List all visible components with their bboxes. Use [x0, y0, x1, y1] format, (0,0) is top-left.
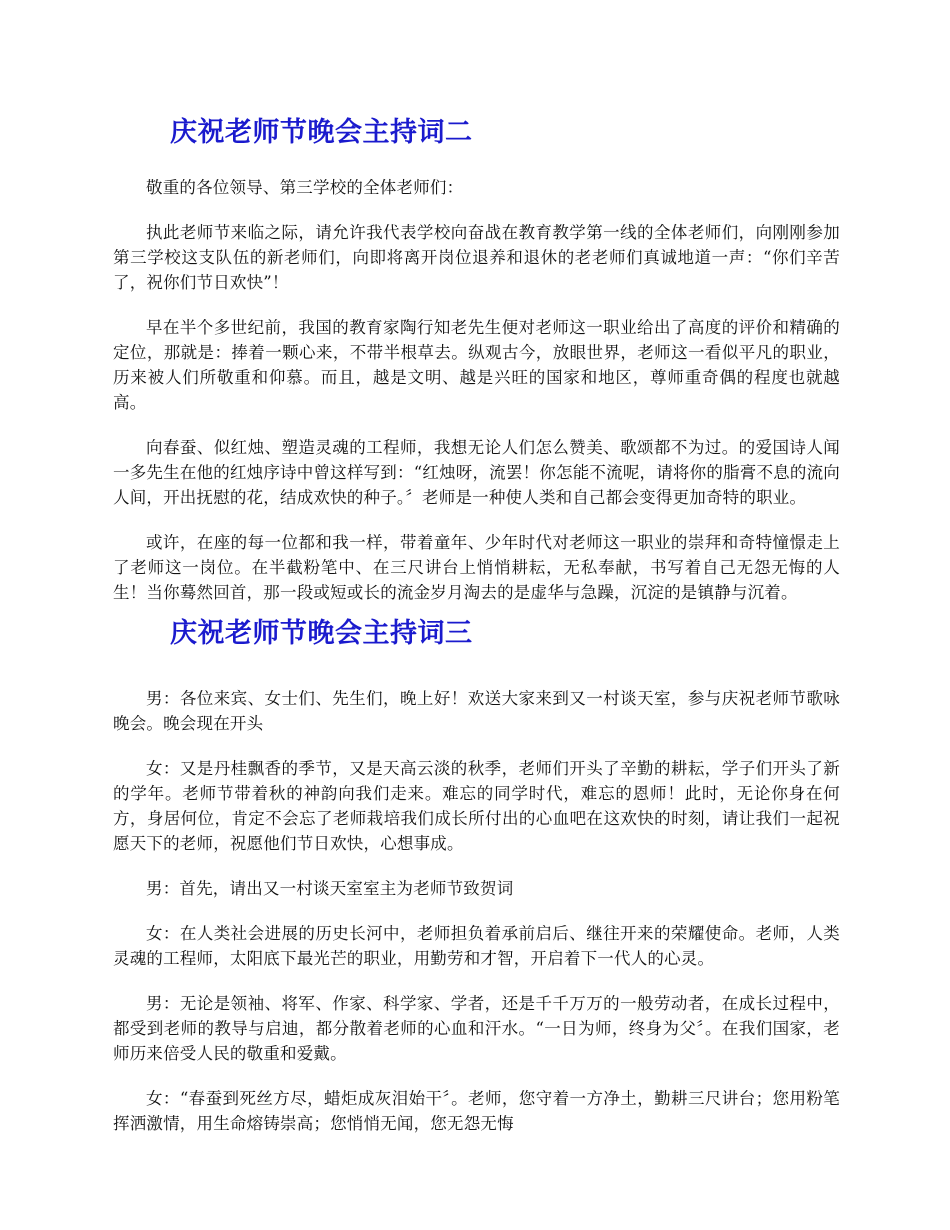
section-three-paragraph: 男：无论是领袖、将军、作家、科学家、学者，还是千千万万的一般劳动者，在成长过程中，都受到老师的教导与启迪，都分散着老师的心血和汗水。“一日为师，终身为父〞。在我们国家，老师历来倍受人民的敬重和爱戴。 — [113, 994, 840, 1063]
section-three-paragraph: 女：在人类社会进展的历史长河中，老师担负着承前启后、继往开来的荣耀使命。老师，人类灵魂的工程师，太阳底下最光芒的职业，用勤劳和才智，开启着下一代人的心灵。 — [113, 924, 840, 968]
section-two — [113, 116, 840, 625]
section-three-paragraph: 女：又是丹桂飘香的季节，又是天高云淡的秋季，老师们开头了辛勤的耕耘，学子们开头了新的学年。老师节带着秋的神韵向我们走来。难忘的同学时代，难忘的恩师！此时，无论你身在何方，身居何位，肯定不会忘了老师栽培我们成长所付出的心血吧在这欢快的时刻，请让我们一起祝愿天下的老师，祝愿他们节日欢快，心想事成。 — [113, 759, 840, 853]
section-three-paragraph: 男：各位来宾、女士们、先生们，晚上好！欢送大家来到又一村谈天室，参与庆祝老师节歌咏晚会。晚会现在开头 — [113, 689, 840, 733]
section-three-paragraph: 男：首先，请出又一村谈天室室主为老师节致贺词 — [146, 879, 514, 898]
section-two-paragraph: 早在半个多世纪前，我国的教育家陶行知老先生便对老师这一职业给出了高度的评价和精确的定位，那就是：捧着一颗心来，不带半根草去。纵观古今，放眼世界，老师这一看似平凡的职业，历来被人们所敬重和仰慕。而且，越是文明、越是兴旺的国家和地区，尊师重奇偶的程度也就越高。 — [113, 318, 840, 412]
section-two-title: 庆祝老师节晚会主持词二 — [170, 117, 473, 148]
section-two-paragraph: 向春蚕、似红烛、塑造灵魂的工程师，我想无论人们怎么赞美、歌颂都不为过。的爱国诗人闻一多先生在他的红烛序诗中曾这样写到：“红烛呀，流罢！你怎能不流呢，请将你的脂膏不息的流向人间，开出抚慰的花，结成欢快的种子。〞老师是一种使人类和自己都会变得更加奇特的职业。 — [113, 438, 840, 507]
section-two-paragraph: 或许，在座的每一位都和我一样，带着童年、少年时代对老师这一职业的崇拜和奇特憧憬走上了老师这一岗位。在半截粉笔中、在三尺讲台上悄悄耕耘，无私奉献，书写着自己无怨无悔的人生！当你蓦然回首，那一段或短或长的流金岁月淘去的是虚华与急躁，沉淀的是镇静与沉着。 — [113, 533, 840, 602]
section-two-paragraph: 执此老师节来临之际，请允许我代表学校向奋战在教育教学第一线的全体老师们，向刚刚参加第三学校这支队伍的新老师们，向即将离开岗位退养和退休的老老师们真诚地道一声：“你们辛苦了，祝你们节日欢快”！ — [113, 223, 840, 292]
section-three-paragraph: 女：“春蚕到死丝方尽，蜡炬成灰泪始干〞。老师，您守着一方净土，勤耕三尺讲台；您用粉笔挥洒激情，用生命熔铸崇高；您悄悄无闻，您无怨无悔 — [113, 1089, 840, 1133]
section-three — [113, 617, 840, 1156]
section-three-title: 庆祝老师节晚会主持词三 — [170, 618, 473, 649]
section-two-paragraph: 敬重的各位领导、第三学校的全体老师们： — [146, 178, 464, 197]
